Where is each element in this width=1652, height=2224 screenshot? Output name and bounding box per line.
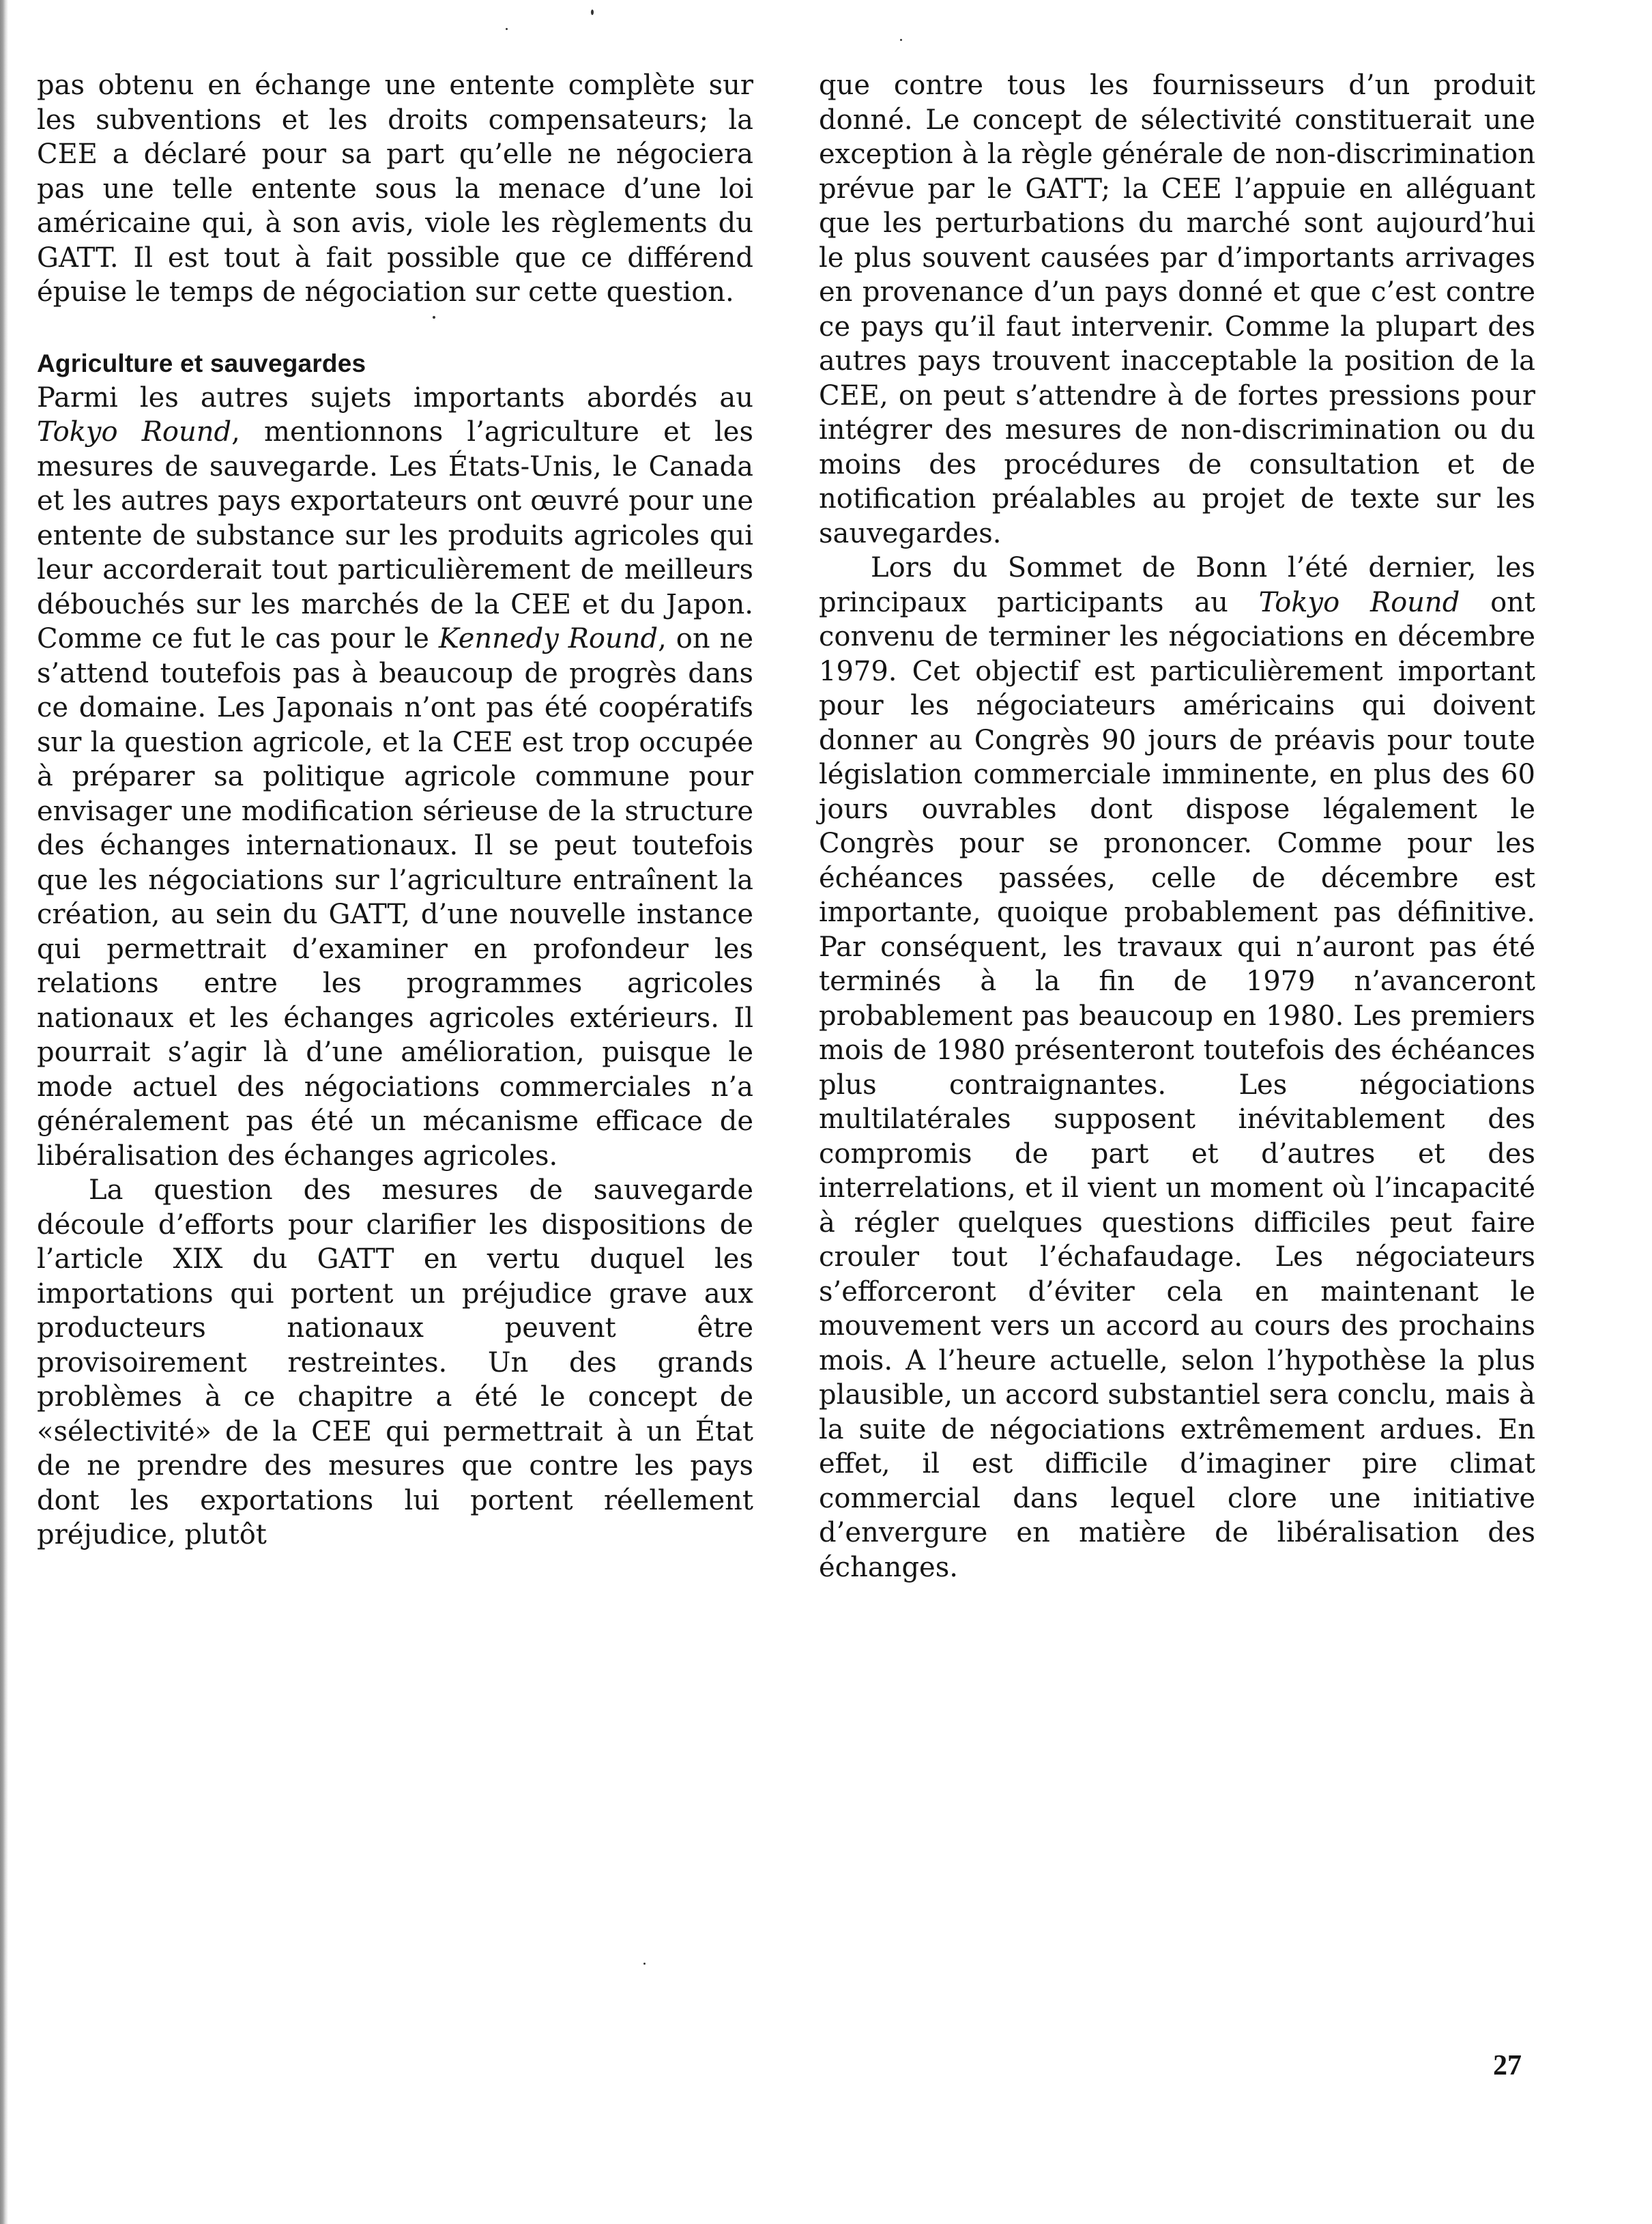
paragraph: La question des mesures de sauvegarde découle d’efforts pour clarifier les dispositions de l’article XIX du GATT en vertu duquel les importations qui portent un préjudice grave aux producteurs nationaux peuvent être provisoirement restreintes. Un des grands problèmes à ce chapitre a été le concept de «sélectivité» de la CEE qui permettrait à un État de ne prendre des mesures que contre les pays dont les exportations lui portent réellement préjudice, plutôt (37, 1174, 753, 1550)
page-number: 27 (1493, 2050, 1522, 2081)
text-run: , mentionnons l’agriculture et les mesures de sauvegarde. Les États-Unis, le Canada et les autres pays exportateurs ont œuvré pour une entente de substance sur les produits agricoles qui leur accorderait tout particulièrement de meilleurs débouchés sur les marchés de la CEE et du Japon. Comme ce fut le cas pour le (37, 416, 754, 654)
scan-speck (506, 28, 508, 30)
left-column (37, 68, 753, 1553)
italic-term: Tokyo Round (1258, 586, 1460, 618)
paragraph: pas obtenu en échange une entente complète sur les subventions et les droits compensateurs; la CEE a déclaré pour sa part qu’elle ne négociera pas une telle entente sous la menace d’une loi américaine qui, à son avis, viole les règlements du GATT. Il est tout à fait possible que ce différend épuise le temps de négociation sur cette question. (37, 70, 753, 308)
scan-speck (900, 39, 902, 41)
text-run: Parmi les autres sujets importants abordés au (37, 381, 753, 414)
text-run: ont convenu de terminer les négociations en décembre 1979. Cet objectif est particulièrement important pour les négociateurs américains qui doivent donner au Congrès 90 jours de préavis pour toute législation commerciale imminente, en plus des 60 jours ouvrables dont dispose légalement le Congrès pour se prononcer. Comme pour les échéances passées, celle de décembre est importante, quoique probablement pas définitive. Par conséquent, les travaux qui n’auront pas été terminés à la fin de 1979 n’avanceront probablement pas beaucoup en 1980. Les premiers mois de 1980 présenteront toutefois des échéances plus contraignantes. Les négociations multilatérales supposent inévitablement des compromis de part et d’autres et des interrelations, et il vient un moment où l’incapacité à régler quelques questions difficiles peut faire crouler tout l’échafaudage. Les négociateurs s’efforceront d’éviter cela en maintenant le mouvement vers un accord au cours des prochains mois. A l’heure actuelle, selon l’hypothèse la plus plausible, un accord substantiel sera conclu, mais à la suite de négociations extrêmement ardues. En effet, il est difficile d’imaginer pire climat commercial dans lequel clore une initiative d’envergure en matière de libéralisation des échanges. (819, 586, 1535, 1583)
paragraph: que contre tous les fournisseurs d’un produit donné. Le concept de sélectivité constituerait une exception à la règle générale de non-discrimination prévue par le GATT; la CEE l’appuie en alléguant que les perturbations du marché sont aujourd’hui le plus souvent causées par d’importants arrivages en provenance d’un pays donné et que c’est contre ce pays qu’il faut intervenir. Comme la plupart des autres pays trouvent inacceptable la position de la CEE, on peut s’attendre à de fortes pressions pour intégrer des mesures de non-discrimination ou du moins des procédures de consultation et de notification préalables au projet de texte sur les sauvegardes. (819, 70, 1535, 549)
scan-speck (643, 1963, 646, 1965)
text-run: , on ne s’attend toutefois pas à beaucoup de progrès dans ce domaine. Les Japonais n’ont pas été coopératifs sur la question agricole, et la CEE est trop occupée à préparer sa politique agricole commune pour envisager une modification sérieuse de la structure des échanges internationaux. Il se peut toutefois que les négociations sur l’agriculture entraînent la création, au sein du GATT, d’une nouvelle instance qui permettrait d’examiner en profondeur les relations entre les programmes agricoles nationaux et les échanges agricoles extérieurs. Il pourrait s’agir là d’une amélioration, puisque le mode actuel des négociations commerciales n’a généralement pas été un mécanisme efficace de libéralisation des échanges agricoles. (37, 623, 754, 1172)
text-run: Lors du Sommet de Bonn l’été dernier, les principaux participants au (819, 552, 1535, 618)
scan-speck (591, 10, 594, 15)
italic-term: Kennedy Round (438, 623, 658, 654)
scan-shadow-edge (0, 0, 8, 2224)
section-heading: Agriculture et sauvegardes (37, 349, 366, 377)
paragraph (819, 551, 1535, 1585)
right-column (819, 68, 1535, 1585)
paragraph (37, 381, 753, 1174)
italic-term: Tokyo Round (37, 416, 232, 448)
